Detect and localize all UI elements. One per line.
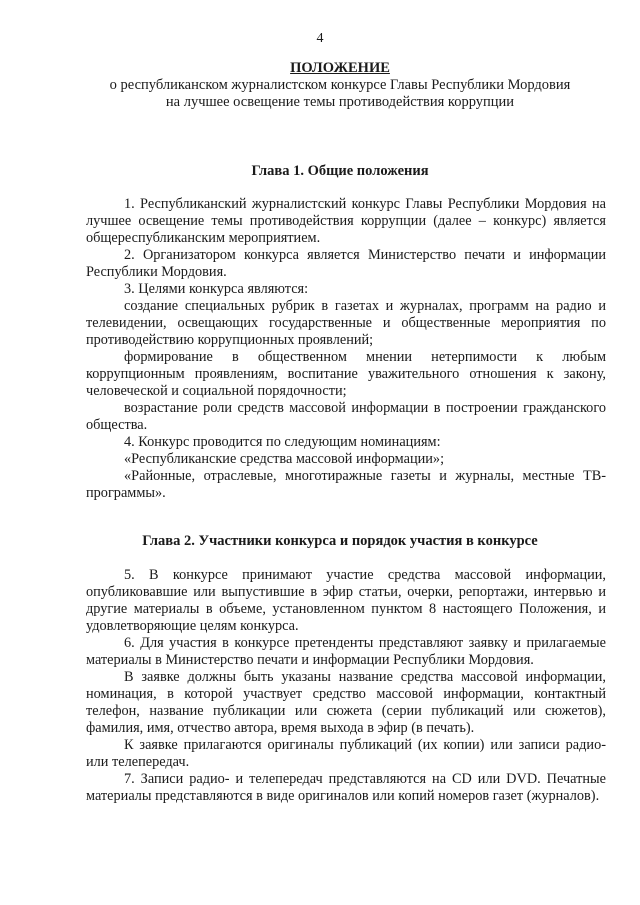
- paragraph: 5. В конкурсе принимают участие средства массовой информации, опубликовавшие или выпустившие в эфир статьи, очерки, репортажи, интервью и другие материалы в объеме, установленном пунктом 8 настоящего Положения, и удовлетворяющие целям конкурса.: [86, 567, 606, 634]
- paragraph: 3. Целями конкурса являются:: [124, 281, 309, 297]
- paragraph: В заявке должны быть указаны название средства массовой информации, номинация, в которой участвует средство массовой информации, контактный телефон, название публикации или сюжета (серии публикаций или сюжетов), фамилия, имя, отчество автора, время выхода в эфир (в печать).: [86, 669, 606, 736]
- paragraph: формирование в общественном мнении нетерпимости к любым коррупционным проявлениям, воспитание уважительного отношения к закону, человеческой и социальной порядочности;: [86, 349, 606, 399]
- paragraph: 4. Конкурс проводится по следующим номинациям:: [124, 434, 441, 450]
- paragraph: создание специальных рубрик в газетах и журналах, программ на радио и телевидении, освещающих государственные и общественные мероприятия по противодействию коррупционных проявлений;: [86, 298, 606, 348]
- document-subtitle-line-2: на лучшее освещение темы противодействия коррупции: [165, 94, 515, 110]
- paragraph: «Районные, отраслевые, многотиражные газеты и журналы, местные ТВ-программы».: [86, 468, 606, 501]
- chapter-1-body: [86, 196, 606, 502]
- chapter-1-heading: Глава 1. Общие положения: [251, 163, 429, 179]
- paragraph: 6. Для участия в конкурсе претенденты представляют заявку и прилагаемые материалы в Министерство печати и информации Республики Мордовия.: [86, 635, 606, 668]
- chapter-2-heading: Глава 2. Участники конкурса и порядок участия в конкурсе: [142, 533, 538, 549]
- paragraph: 1. Республиканский журналистский конкурс Главы Республики Мордовия на лучшее освещение темы противодействия коррупции (далее – конкурс) является общереспубликанским мероприятием.: [86, 196, 606, 246]
- chapter-2-body: [86, 567, 606, 805]
- paragraph: 7. Записи радио- и телепередач представляются на CD или DVD. Печатные материалы представляются в виде оригиналов или копий номеров газет (журналов).: [86, 771, 606, 804]
- document-header: [60, 60, 620, 111]
- page-number: 4: [316, 31, 324, 46]
- paragraph: возрастание роли средств массовой информации в построении гражданского общества.: [86, 400, 606, 433]
- document-subtitle-line-1: о республиканском журналистском конкурсе Главы Республики Мордовия: [109, 77, 571, 93]
- document-title: ПОЛОЖЕНИЕ: [290, 60, 390, 76]
- paragraph: К заявке прилагаются оригиналы публикаций (их копии) или записи радио- или телепередач.: [86, 737, 606, 770]
- paragraph: 2. Организатором конкурса является Министерство печати и информации Республики Мордовия.: [86, 247, 606, 280]
- paragraph: «Республиканские средства массовой информации»;: [124, 451, 445, 467]
